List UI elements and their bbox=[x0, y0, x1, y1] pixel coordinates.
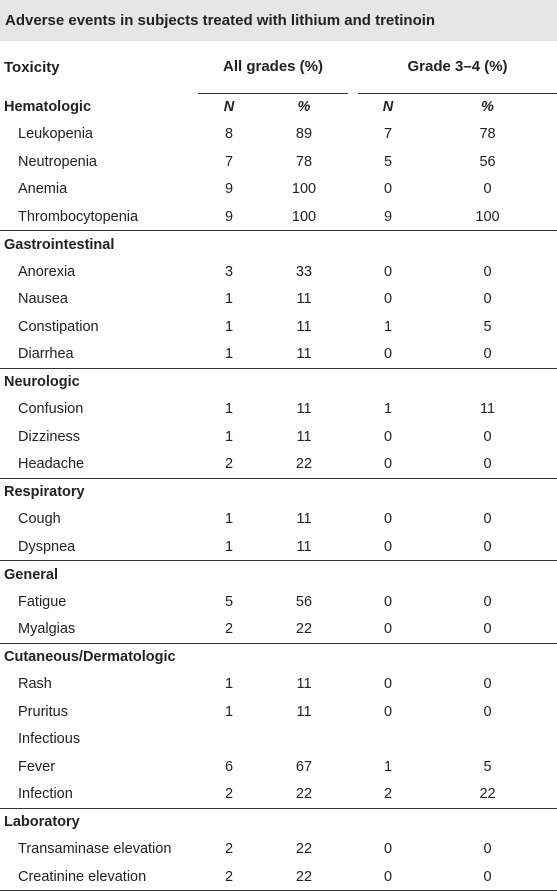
category-row bbox=[0, 231, 557, 259]
all-grades-pct-cell: 22 bbox=[295, 621, 313, 637]
table-row bbox=[0, 341, 557, 369]
grade-3-4-n-cell: 5 bbox=[383, 153, 393, 170]
pct-subheader: % bbox=[297, 99, 311, 115]
n-subheader: N bbox=[223, 99, 235, 115]
category-row bbox=[0, 561, 557, 589]
grade-3-4-pct-cell: 78 bbox=[479, 126, 496, 143]
category-label: Neurologic bbox=[0, 368, 557, 396]
all-grades-pct-cell: 67 bbox=[295, 758, 313, 775]
gap-cell bbox=[348, 313, 358, 341]
all-grades-header: All grades (%) bbox=[198, 41, 348, 93]
grade-3-4-n-cell: 0 bbox=[383, 703, 393, 720]
toxicity-label: Infectious bbox=[18, 731, 81, 748]
table-row bbox=[0, 781, 557, 809]
table-row bbox=[0, 533, 557, 561]
table-row bbox=[0, 396, 557, 424]
grade-3-4-pct-cell: 0 bbox=[483, 511, 492, 528]
grade-3-4-n-cell: 0 bbox=[383, 456, 393, 472]
grade-3-4-pct-cell: 0 bbox=[483, 263, 492, 280]
all-grades-pct-cell: 56 bbox=[295, 593, 313, 610]
toxicity-label: Nausea bbox=[18, 291, 68, 308]
gap-cell bbox=[348, 148, 358, 176]
grade-3-4-pct-cell: 0 bbox=[483, 621, 492, 637]
grade-3-4-header: Grade 3–4 (%) bbox=[358, 41, 557, 93]
all-grades-pct-cell: 100 bbox=[291, 181, 317, 198]
grade-3-4-n-cell: 0 bbox=[383, 841, 393, 858]
table-row bbox=[0, 671, 557, 699]
all-grades-pct-cell: 89 bbox=[295, 126, 313, 143]
grade-3-4-pct-cell: 5 bbox=[483, 758, 492, 775]
all-grades-pct-cell: 11 bbox=[296, 676, 312, 693]
all-grades-n-cell bbox=[198, 726, 260, 754]
gap-cell bbox=[348, 451, 358, 479]
table-title-bar bbox=[0, 0, 557, 41]
table-row bbox=[0, 506, 557, 534]
grade-3-4-n-cell: 0 bbox=[383, 621, 393, 637]
category-label: Cutaneous/Dermatologic bbox=[0, 643, 557, 671]
grade-3-4-n-cell: 0 bbox=[383, 291, 393, 308]
all-grades-n-cell: 9 bbox=[224, 181, 234, 198]
grade-3-4-n-cell: 0 bbox=[358, 863, 418, 891]
grade-3-4-n-cell: 0 bbox=[383, 263, 393, 280]
all-grades-n-cell: 1 bbox=[224, 676, 234, 693]
table-row bbox=[0, 148, 557, 176]
all-grades-pct-cell: 100 bbox=[291, 208, 317, 225]
gap-cell bbox=[348, 671, 358, 699]
category-label: Hematologic bbox=[4, 98, 92, 115]
grade-3-4-n-cell: 0 bbox=[383, 511, 393, 528]
all-grades-pct-cell: 22 bbox=[260, 863, 348, 891]
toxicity-label: Creatinine elevation bbox=[0, 863, 198, 891]
header-gap bbox=[348, 41, 358, 93]
all-grades-n-cell: 1 bbox=[224, 703, 234, 720]
category-row bbox=[0, 478, 557, 506]
grade-3-4-pct-cell: 56 bbox=[479, 153, 496, 170]
grade-3-4-n-cell: 0 bbox=[383, 181, 393, 198]
all-grades-n-cell: 6 bbox=[224, 758, 234, 775]
all-grades-pct-cell: 11 bbox=[296, 401, 312, 418]
all-grades-n-cell: 1 bbox=[224, 346, 234, 362]
category-label: Laboratory bbox=[0, 808, 557, 836]
grade-3-4-pct-cell: 0 bbox=[483, 291, 492, 308]
adverse-events-table bbox=[0, 41, 557, 891]
subheader-gap bbox=[348, 93, 358, 121]
table-row bbox=[0, 863, 557, 891]
table-title: Adverse events in subjects treated with lithium and tretinoin bbox=[5, 12, 436, 29]
table-row bbox=[0, 588, 557, 616]
all-grades-n-cell: 2 bbox=[224, 456, 234, 472]
category-row bbox=[0, 368, 557, 396]
gap-cell bbox=[348, 753, 358, 781]
table-body bbox=[0, 93, 557, 891]
table-row bbox=[0, 451, 557, 479]
toxicity-label: Thrombocytopenia bbox=[18, 208, 139, 225]
grade-3-4-pct-cell: 0 bbox=[483, 346, 492, 362]
all-grades-pct-cell: 11 bbox=[296, 346, 312, 362]
grade-3-4-pct-cell: 11 bbox=[479, 401, 496, 418]
all-grades-pct-cell: 22 bbox=[295, 456, 313, 472]
gap-cell bbox=[348, 836, 358, 864]
grade-3-4-n-cell: 0 bbox=[383, 676, 393, 693]
pct-subheader: % bbox=[481, 99, 494, 115]
all-grades-n-cell: 3 bbox=[224, 263, 234, 280]
grade-3-4-pct-cell: 0 bbox=[483, 676, 492, 693]
gap-cell bbox=[348, 506, 358, 534]
grade-3-4-n-cell: 0 bbox=[383, 593, 393, 610]
toxicity-label: Myalgias bbox=[18, 621, 76, 637]
toxicity-header: Toxicity bbox=[4, 58, 60, 76]
table-row bbox=[0, 313, 557, 341]
grade-3-4-pct-cell: 0 bbox=[483, 428, 492, 445]
all-grades-n-cell: 1 bbox=[224, 511, 234, 528]
category-row bbox=[0, 93, 557, 121]
grade-3-4-pct-cell: 0 bbox=[483, 841, 492, 858]
all-grades-n-cell: 8 bbox=[224, 126, 234, 143]
all-grades-n-cell: 2 bbox=[224, 621, 234, 637]
grade-3-4-pct-cell: 100 bbox=[475, 208, 500, 225]
toxicity-label: Pruritus bbox=[18, 703, 68, 720]
table-row bbox=[0, 836, 557, 864]
gap-cell bbox=[348, 698, 358, 726]
grade-3-4-n-cell: 0 bbox=[383, 538, 393, 555]
gap-cell bbox=[348, 533, 358, 561]
grade-3-4-pct-cell: 0 bbox=[483, 538, 492, 555]
category-label: Gastrointestinal bbox=[0, 231, 557, 259]
gap-cell bbox=[348, 176, 358, 204]
table-row bbox=[0, 726, 557, 754]
category-label: Respiratory bbox=[0, 478, 557, 506]
gap-cell bbox=[348, 121, 358, 149]
table-row bbox=[0, 176, 557, 204]
all-grades-pct-cell: 78 bbox=[295, 153, 313, 170]
grade-3-4-n-cell: 1 bbox=[383, 401, 393, 418]
all-grades-n-cell: 9 bbox=[224, 208, 234, 225]
grade-3-4-pct-cell: 0 bbox=[483, 456, 492, 472]
toxicity-label: Fever bbox=[18, 758, 56, 775]
toxicity-label: Leukopenia bbox=[18, 126, 93, 143]
toxicity-label: Fatigue bbox=[18, 593, 67, 610]
grade-3-4-n-cell: 2 bbox=[383, 786, 393, 802]
gap-cell bbox=[348, 203, 358, 231]
gap-cell bbox=[348, 726, 358, 754]
all-grades-n-cell: 2 bbox=[224, 841, 234, 858]
table-row bbox=[0, 203, 557, 231]
toxicity-label: Headache bbox=[18, 456, 85, 472]
all-grades-n-cell: 1 bbox=[224, 318, 234, 335]
column-header-row bbox=[0, 41, 557, 93]
all-grades-n-cell: 7 bbox=[224, 153, 234, 170]
toxicity-label: Transaminase elevation bbox=[18, 841, 172, 858]
grade-3-4-pct-cell: 0 bbox=[483, 593, 492, 610]
gap-cell bbox=[348, 616, 358, 644]
toxicity-label: Neutropenia bbox=[18, 153, 97, 170]
all-grades-n-cell: 5 bbox=[224, 593, 234, 610]
all-grades-pct-cell: 11 bbox=[296, 428, 312, 445]
gap-cell bbox=[348, 396, 358, 424]
grade-3-4-pct-cell: 22 bbox=[479, 786, 496, 802]
gap-cell bbox=[348, 863, 358, 891]
toxicity-label: Anorexia bbox=[18, 263, 76, 280]
table-row bbox=[0, 616, 557, 644]
grade-3-4-n-cell: 9 bbox=[383, 208, 393, 225]
grade-3-4-n-cell: 0 bbox=[383, 346, 393, 362]
table-row bbox=[0, 286, 557, 314]
all-grades-n-cell: 2 bbox=[224, 786, 234, 802]
all-grades-n-cell: 1 bbox=[224, 291, 234, 308]
all-grades-pct-cell: 11 bbox=[296, 703, 312, 720]
all-grades-pct-cell: 22 bbox=[295, 841, 313, 858]
table-row bbox=[0, 753, 557, 781]
gap-cell bbox=[348, 258, 358, 286]
all-grades-pct-cell bbox=[260, 726, 348, 754]
grade-3-4-n-cell bbox=[358, 726, 418, 754]
gap-cell bbox=[348, 588, 358, 616]
toxicity-label: Dyspnea bbox=[18, 538, 76, 555]
category-row bbox=[0, 643, 557, 671]
grade-3-4-pct-cell bbox=[418, 726, 557, 754]
toxicity-label: Anemia bbox=[18, 181, 68, 198]
all-grades-n-cell: 1 bbox=[224, 538, 234, 555]
table-row bbox=[0, 423, 557, 451]
all-grades-n-cell: 1 bbox=[224, 428, 234, 445]
toxicity-label: Confusion bbox=[18, 401, 84, 418]
all-grades-pct-cell: 11 bbox=[296, 318, 312, 335]
toxicity-label: Dizziness bbox=[18, 428, 81, 445]
grade-3-4-n-cell: 1 bbox=[383, 318, 393, 335]
toxicity-label: Constipation bbox=[18, 318, 99, 335]
toxicity-label: Diarrhea bbox=[18, 346, 74, 362]
toxicity-label: Rash bbox=[18, 676, 52, 693]
table-row bbox=[0, 698, 557, 726]
table-row bbox=[0, 121, 557, 149]
gap-cell bbox=[348, 423, 358, 451]
grade-3-4-pct-cell: 0 bbox=[483, 181, 492, 198]
all-grades-pct-cell: 11 bbox=[296, 538, 312, 555]
all-grades-pct-cell: 11 bbox=[296, 511, 312, 528]
gap-cell bbox=[348, 781, 358, 809]
table-row bbox=[0, 258, 557, 286]
grade-3-4-n-cell: 7 bbox=[383, 126, 393, 143]
grade-3-4-pct-cell: 5 bbox=[483, 318, 492, 335]
grade-3-4-pct-cell: 0 bbox=[418, 863, 557, 891]
category-label: General bbox=[0, 561, 557, 589]
all-grades-n-cell: 1 bbox=[224, 401, 234, 418]
all-grades-pct-cell: 11 bbox=[296, 291, 312, 308]
gap-cell bbox=[348, 341, 358, 369]
grade-3-4-n-cell: 0 bbox=[383, 428, 393, 445]
gap-cell bbox=[348, 286, 358, 314]
grade-3-4-n-cell: 1 bbox=[383, 758, 393, 775]
n-subheader: N bbox=[382, 99, 394, 115]
grade-3-4-pct-cell: 0 bbox=[483, 703, 492, 720]
all-grades-pct-cell: 33 bbox=[295, 263, 313, 280]
all-grades-n-cell: 2 bbox=[198, 863, 260, 891]
toxicity-label: Cough bbox=[18, 511, 61, 528]
toxicity-label: Infection bbox=[18, 786, 73, 802]
category-row bbox=[0, 808, 557, 836]
all-grades-pct-cell: 22 bbox=[295, 786, 313, 802]
